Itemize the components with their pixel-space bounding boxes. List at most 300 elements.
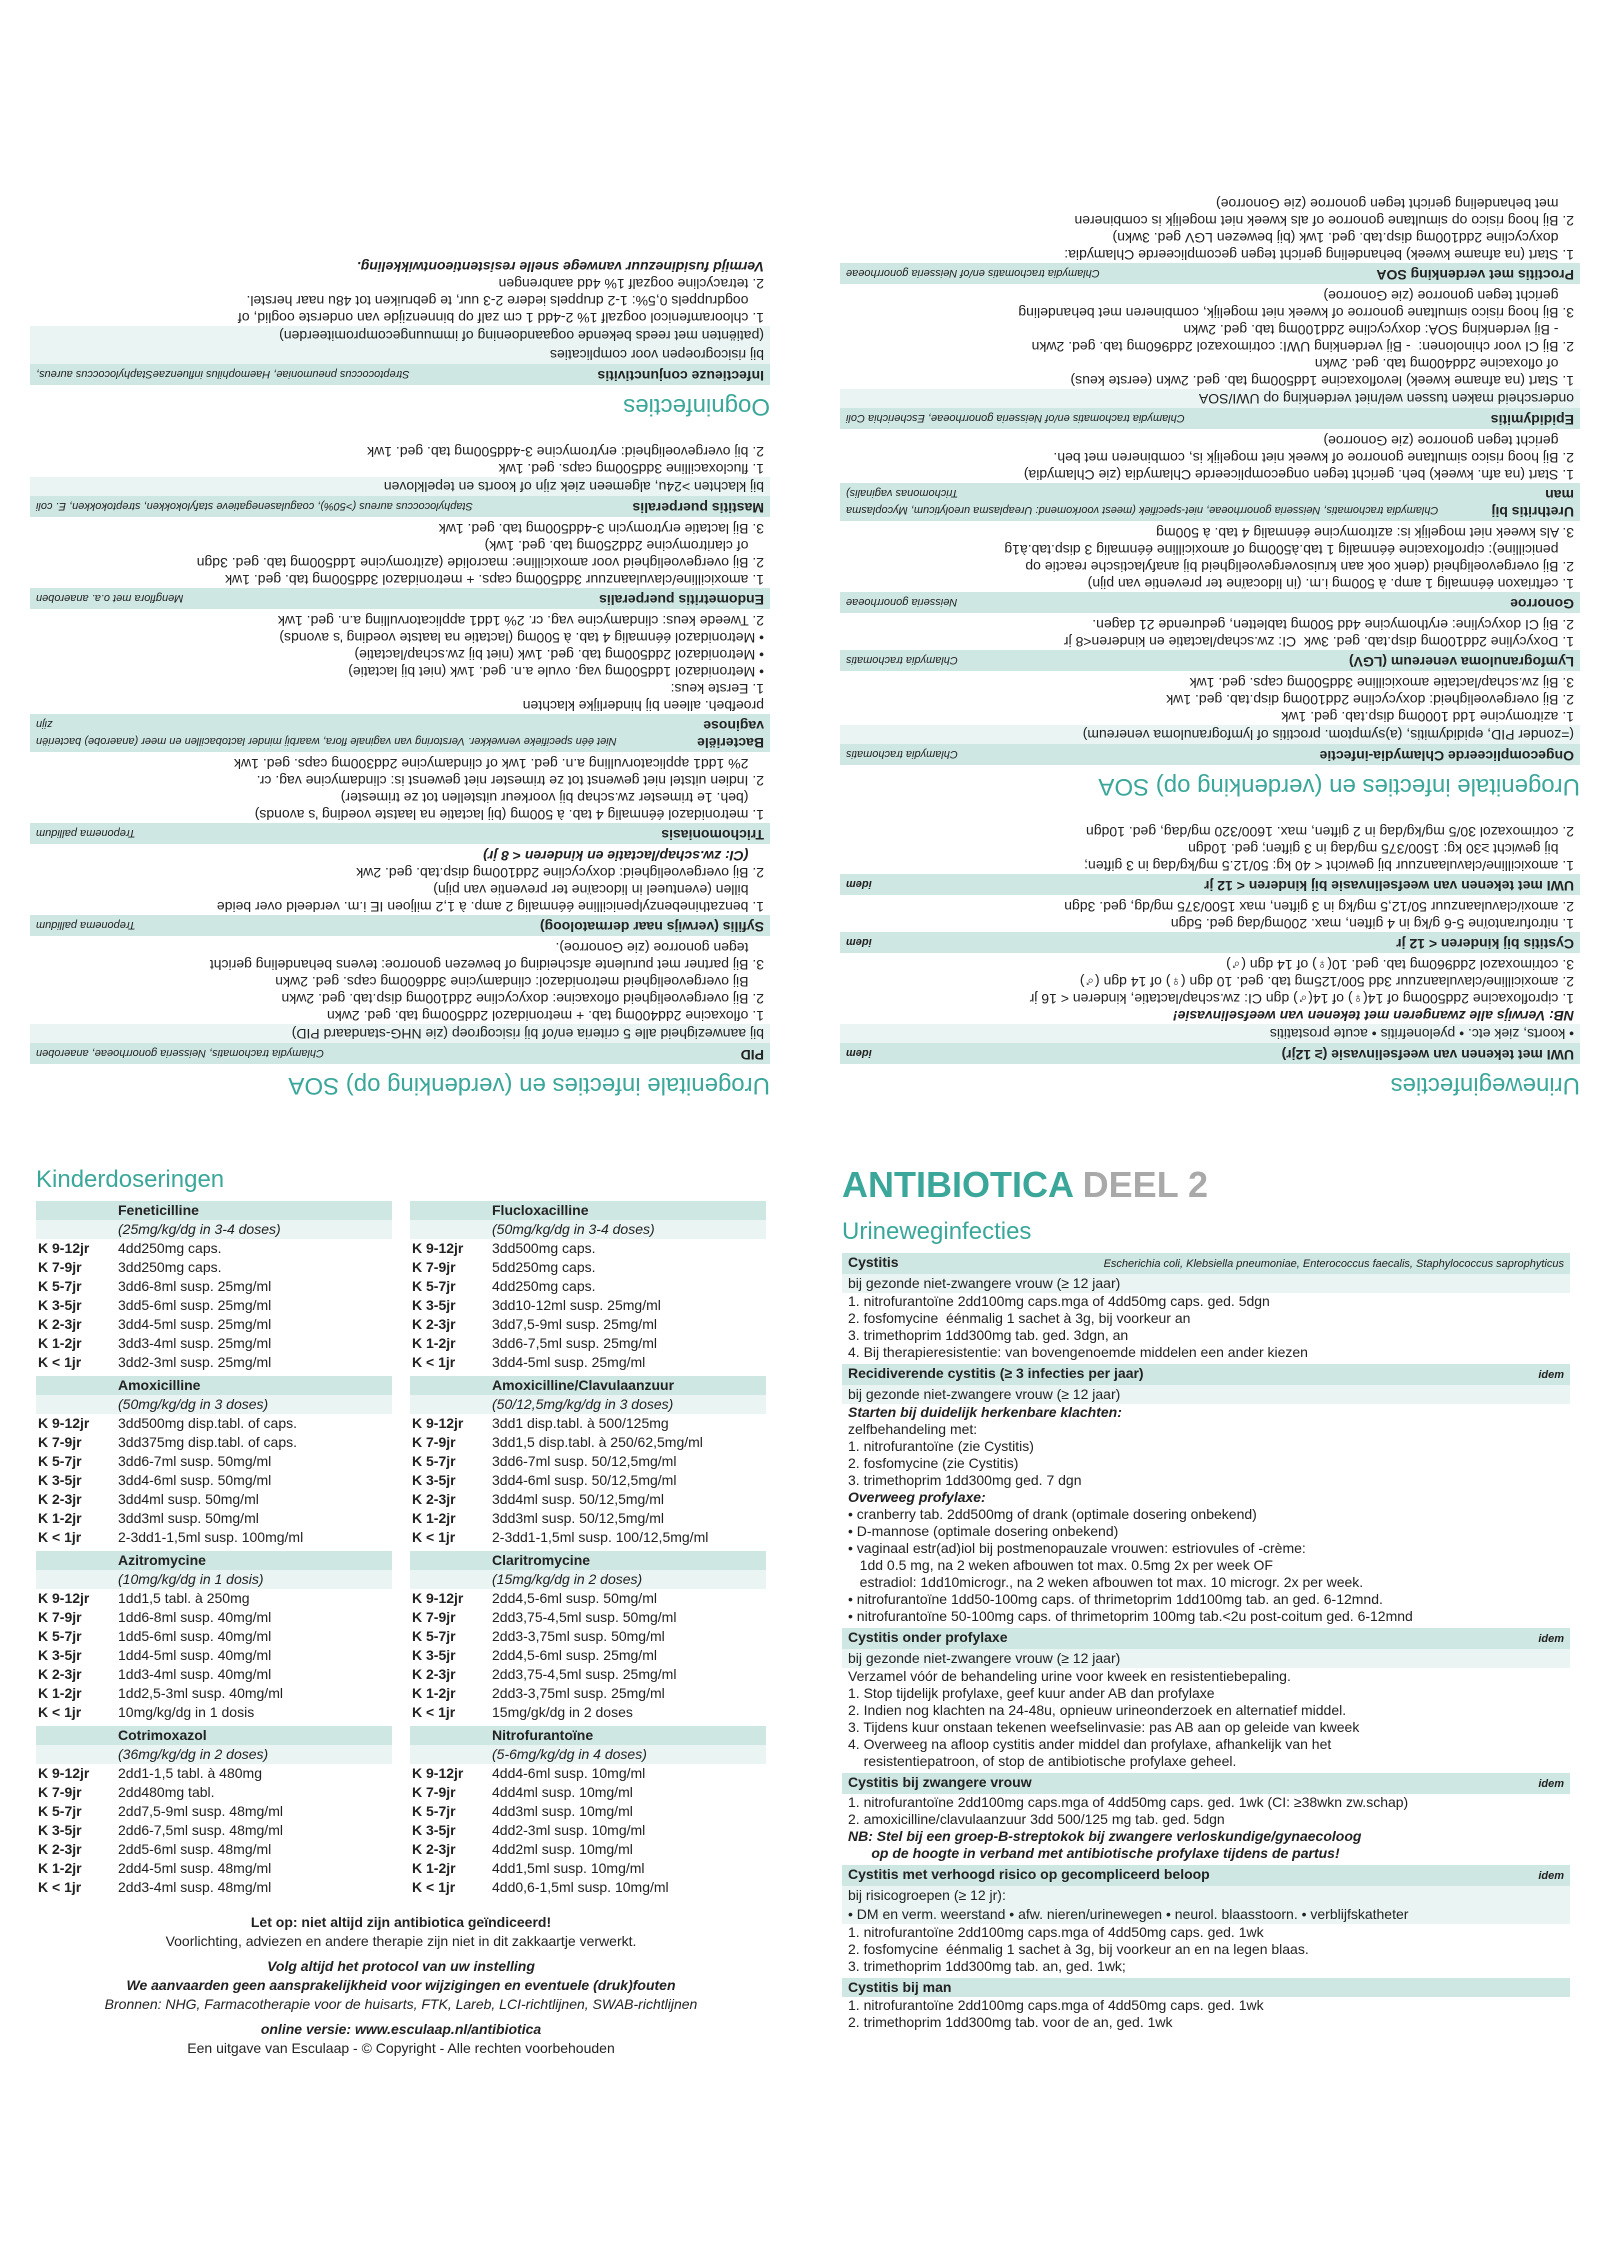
dose-value: 3dd4-5ml susp. 25mg/ml	[118, 1316, 272, 1332]
section-label: Ongecompliceerde Chlamydia-infectie	[1319, 748, 1574, 764]
section-header	[842, 1865, 1570, 1886]
age-label: K 5-7jr	[412, 1453, 456, 1469]
age-label: K 5-7jr	[38, 1453, 82, 1469]
dose-value: 4dd4ml susp. 10mg/ml	[492, 1784, 633, 1800]
text-line: 2. Bij overgevoeligheid ofloxacine: doxycycline 2dd100mg disp.tab. ged. 2wkn	[281, 991, 764, 1007]
footer-warning: Let op: niet altijd zijn antibiotica geïndiceerd!	[250, 1914, 552, 1930]
drug-name: Amoxicilline	[36, 1376, 392, 1395]
top-right-heading: Urineweginfecties	[1390, 1072, 1580, 1099]
dose-value: 3dd4ml susp. 50/12,5mg/ml	[492, 1491, 664, 1507]
section-label: Cystitis bij man	[848, 1979, 952, 1995]
dosing-row	[36, 1315, 392, 1334]
section-label: Gonorroe	[1510, 596, 1574, 612]
text-line: 2. Bij overgevoeligheid voor amoxicilline: macrolide (azitromycine 1dd500mg tab. ged. 3dgn	[196, 555, 764, 571]
section-header	[842, 1364, 1570, 1385]
age-label: K 7-9jr	[412, 1609, 456, 1625]
dosing-row	[410, 1608, 766, 1627]
text-line: 2. trimethoprim 1dd300mg tab. voor de an, ged. 1wk	[848, 2014, 1173, 2030]
text-line: • nitrofurantoïne 1dd50-100mg caps. of thrimetoprim 1dd100mg tab. an ged. 6-12mnd.	[848, 1591, 1383, 1607]
dosing-row	[410, 1764, 766, 1783]
drug-name: Cotrimoxazol	[36, 1726, 392, 1745]
text-line: 4. Overweeg na afloop cystitis ander middel dan profylaxe, afhankelijk van het	[848, 1736, 1332, 1752]
kinder-heading: Kinderdoseringen	[36, 1166, 225, 1193]
text-line: 2. Bij hoog risico simultane gonorroe of kweek niet mogelijk is, combineren met beh.	[1053, 450, 1574, 466]
text-line: 2. Bij overgevoeligheid: doxycycline 2dd100mg disp.tab. ged. 2wk	[356, 865, 764, 881]
dosing-block	[36, 1726, 392, 1897]
dose-value: 3dd3ml susp. 50mg/ml	[118, 1510, 259, 1526]
text-line: doxycycline 2dd100mg disp.tab. ged. 1wk (bij bewezen LGV ged. 3wkn)	[1112, 230, 1574, 246]
idem-note: idem	[1538, 1870, 1564, 1882]
text-line: 3. trimethoprim 1dd300mg tab. ged. 3dgn, an	[848, 1327, 1129, 1343]
subheader-line: (=zonder PID, epididymitis, (a)symptom. proctitis of lymfogranuloma venereum)	[840, 725, 1580, 744]
dose-value: 5dd250mg caps.	[492, 1259, 596, 1275]
section-header	[842, 1978, 1570, 1997]
uri-panel	[842, 1165, 1570, 2031]
dose-value: 4dd0,6-1,5ml susp. 10mg/ml	[492, 1879, 669, 1895]
age-label: K 3-5jr	[412, 1297, 456, 1313]
text-line: 3. trimethoprim 1dd300mg ged. 7 dgn	[848, 1472, 1082, 1488]
dose-value: 1dd1,5 tabl. à 250mg	[118, 1590, 250, 1606]
age-label: K 9-12jr	[412, 1240, 464, 1256]
text-line: • cranberry tab. 2dd500mg of drank (optimale dosering onbekend)	[848, 1506, 1257, 1522]
idem-note: idem	[1538, 1633, 1564, 1645]
age-label: K 1-2jr	[38, 1335, 82, 1351]
dose-value: 1dd6-8ml susp. 40mg/ml	[118, 1609, 272, 1625]
age-label: K 3-5jr	[38, 1297, 82, 1313]
age-label: K < 1jr	[38, 1879, 82, 1895]
dosing-row	[410, 1703, 766, 1722]
text-line: gericht tegen gonorroe (zie Gonorroe)	[1323, 433, 1574, 449]
age-label: K < 1jr	[412, 1354, 456, 1370]
idem-note: idem	[846, 1047, 872, 1059]
section-title: Oogninfecties	[623, 393, 770, 420]
text-line: 2. Bij CI doxycyline: erythomycine 4dd 500mg tabletten, gedurende 21 dagen.	[1092, 617, 1574, 633]
section-header	[30, 714, 770, 752]
drug-dose: (5-6mg/kg/dg in 4 doses)	[410, 1745, 766, 1764]
age-label: K 1-2jr	[412, 1335, 456, 1351]
dosing-row	[36, 1296, 392, 1315]
dosing-row	[410, 1414, 766, 1433]
footer-publisher: Een uitgave van Esculaap - © Copyright - Alle rechten voorbehouden	[187, 2040, 615, 2056]
dose-value: 3dd6-8ml susp. 25mg/ml	[118, 1278, 272, 1294]
text-line: Starten bij duidelijk herkenbare klachten:	[848, 1404, 1122, 1420]
text-line: 2. Tweede keus: clindamycine vag. cr. 2% 1dd1 applicatorvulling a.n. ged. 1wk	[277, 613, 764, 629]
section-label: Syfilis (verwijs naar dermatoloog)	[539, 919, 764, 935]
dose-value: 4dd3ml susp. 10mg/ml	[492, 1803, 633, 1819]
dose-value: 3dd375mg disp.tabl. of caps.	[118, 1434, 298, 1450]
title-main: ANTIBIOTICA	[842, 1164, 1073, 1205]
dosing-row	[410, 1665, 766, 1684]
age-label: K < 1jr	[412, 1704, 456, 1720]
text-line: 3. cotrimoxazol 2dd960mg tab. ged. 10(♀) of 14 dgn (♂)	[1226, 957, 1574, 973]
dose-value: 3dd4-6ml susp. 50/12,5mg/ml	[492, 1472, 677, 1488]
dosing-row	[410, 1452, 766, 1471]
dose-value: 2dd3-3,75ml susp. 25mg/ml	[492, 1685, 665, 1701]
dose-value: 2dd4-5ml susp. 48mg/ml	[118, 1860, 272, 1876]
idem-note: idem	[846, 878, 872, 890]
age-label: K 5-7jr	[412, 1278, 456, 1294]
dose-value: 3dd6-7ml susp. 50mg/ml	[118, 1453, 272, 1469]
age-label: K 5-7jr	[38, 1278, 82, 1294]
organisms: Chlamydia trachomatis	[846, 748, 958, 760]
title-sub: DEEL 2	[1082, 1164, 1209, 1205]
age-label: K 2-3jr	[412, 1316, 456, 1332]
age-label: K < 1jr	[38, 1529, 82, 1545]
text-line: 3. Tijdens kuur onstaan tekenen weefselinvasie: pas AB aan op geleide van kweek	[848, 1719, 1360, 1735]
text-line: 2. Bij CI voor chinolonen: - Bij verdenking UWI: cotrimoxazol 2dd960mg tab. ged. 2wkn	[1031, 339, 1574, 355]
footer-sources: Bronnen: NHG, Farmacotherapie voor de huisarts, FTK, Lareb, LCI-richtlijnen, SWAB-richtlijnen	[104, 1996, 698, 2012]
section-title: Urogenitale infecties en (verdenking op) SOA	[1098, 773, 1580, 800]
age-label: K 7-9jr	[412, 1259, 456, 1275]
dosing-row	[410, 1878, 766, 1897]
dosing-row	[36, 1452, 392, 1471]
section-header	[840, 263, 1580, 284]
section-header	[840, 650, 1580, 671]
dose-value: 4dd250mg caps.	[492, 1278, 596, 1294]
text-line: 1. Doxycyline 2dd100mg disp.tab. ged. 3wk CI: zw.schap/lactatie en kinderen<8 jr	[1063, 634, 1574, 650]
age-label: K 9-12jr	[412, 1415, 464, 1431]
dosing-row	[410, 1334, 766, 1353]
age-label: K 9-12jr	[38, 1590, 90, 1606]
age-label: K 9-12jr	[38, 1415, 90, 1431]
text-line: 1. amoxicilline/clavulaanzuur bij gewicht < 40 kg: 50/12.5 mg/kg/dag in 3 giften;	[1084, 858, 1574, 874]
age-label: K 3-5jr	[38, 1822, 82, 1838]
dosing-row	[410, 1646, 766, 1665]
dosing-row	[36, 1334, 392, 1353]
text-line: zelfbehandeling met:	[848, 1421, 978, 1437]
age-label: K 9-12jr	[412, 1765, 464, 1781]
text-line: gericht tegen gonorroe (zie Gonorroe)	[1323, 288, 1574, 304]
age-label: K 7-9jr	[38, 1784, 82, 1800]
text-line: 2. Bij overgevoeligheid: doxycycline 2dd100mg disp.tab. ged. 1wk	[1166, 692, 1574, 708]
footer-protocol: Volg altijd het protocol van uw instelling	[267, 1958, 535, 1974]
text-line: Bij overgevoeligheid metronidazol: clindamycine 3dd600mg caps. ged. 2wkn	[275, 974, 764, 990]
dosing-row	[36, 1878, 392, 1897]
section-label: Bacteriële vaginose	[697, 718, 764, 751]
dose-value: 3dd500mg caps.	[492, 1240, 596, 1256]
text-line: 4. Bij therapieresistentie: van bovengenoemde middelen een ander kiezen	[848, 1344, 1308, 1360]
dose-value: 2dd3,75-4,5ml susp. 50mg/ml	[492, 1609, 677, 1625]
text-line: 1. Start (na afname kweek) behandeling gericht tegen gecompliceerde Chlamydia:	[1064, 247, 1574, 263]
text-line: 2. cotrimoxazol 30/5 mg/kg/dag in 2 giften, max. 1600/320 mg/dag, ged. 10dgn	[1086, 824, 1574, 840]
dose-value: 4dd4-6ml susp. 10mg/ml	[492, 1765, 646, 1781]
text-line: 3. Bij partner met purulente afscheiding of bewezen gonorroe: tevens behandeling gericht	[209, 957, 764, 973]
text-line: 2. Bij hoog risico op simultane gonorroe of als kweek niet mogelijk is combineren	[1074, 213, 1574, 229]
section-header	[840, 408, 1580, 429]
dose-value: 2dd4,5-6ml susp. 25mg/ml	[492, 1647, 657, 1663]
text-line: met behandeling gericht tegen gonorroe (zie Gonorroe)	[1216, 196, 1574, 212]
dosing-row	[36, 1277, 392, 1296]
dose-value: 4dd250mg caps.	[118, 1240, 222, 1256]
dose-value: 3dd6-7ml susp. 50/12,5mg/ml	[492, 1453, 677, 1469]
age-label: K 7-9jr	[38, 1259, 82, 1275]
dosing-row	[36, 1840, 392, 1859]
section-header	[30, 496, 770, 517]
age-label: K 9-12jr	[412, 1590, 464, 1606]
age-label: K 2-3jr	[412, 1666, 456, 1682]
section-header	[30, 915, 770, 936]
dosing-row	[36, 1528, 392, 1547]
dosing-row	[410, 1239, 766, 1258]
section-label: Lymfogranuloma venereum (LGV)	[1348, 654, 1574, 670]
text-line: 2. amoxi/clavulaanzuur 50/12,5 mg/kg in 3 giften, max 1500/375 mg/dg, ged. 3dgn	[1064, 899, 1574, 915]
drug-dose: (50mg/kg/dg in 3 doses)	[36, 1395, 392, 1414]
drug-dose: (10mg/kg/dg in 1 dosis)	[36, 1570, 392, 1589]
drug-dose: (15mg/kg/dg in 2 doses)	[410, 1570, 766, 1589]
footer	[36, 1913, 766, 2058]
dosing-row	[36, 1258, 392, 1277]
organisms: Neisseria gonorrhoeae	[846, 596, 958, 608]
subheader-line: bij gezonde niet-zwangere vrouw (≥ 12 jaar)	[842, 1274, 1570, 1293]
dosing-row	[410, 1277, 766, 1296]
uri-heading: Urineweginfecties	[842, 1218, 1032, 1245]
text-line: 1. Start (na afn. kweek) beh. gericht tegen ongecompliceerde Chlamydia (zie Chlamydia)	[1023, 467, 1574, 483]
text-line: 2. Indien uitstel niet gewenst tot ze trimester niet gewenst is: clindamycine vag. cr.	[256, 773, 764, 789]
age-label: K 5-7jr	[38, 1803, 82, 1819]
organisms: Staphylococcus aureus (>50%), coagulasenegatieve stafylokokken, streptokokken, E. coli	[36, 500, 473, 512]
section-label: Recidiverende cystitis (≥ 3 infecties per jaar)	[848, 1365, 1144, 1381]
dosing-block	[410, 1376, 766, 1547]
dosing-block	[36, 1376, 392, 1547]
section-header	[30, 1043, 770, 1064]
age-label: K < 1jr	[38, 1354, 82, 1370]
dose-value: 3dd2-3ml susp. 25mg/ml	[118, 1354, 272, 1370]
age-label: K 7-9jr	[412, 1434, 456, 1450]
section-label: Cystitis bij zwangere vrouw	[848, 1774, 1032, 1790]
text-line: billen (eventueel in lidocaïne ter preventie van pijn)	[433, 882, 764, 898]
kinder-panel	[36, 1165, 766, 2058]
uri-content	[842, 1253, 1570, 2031]
text-line: - Bij verdenking SOA: doxycycline 2dd100mg tab. ged. 2wkn	[1183, 322, 1574, 338]
dose-value: 1dd2,5-3ml susp. 40mg/ml	[118, 1685, 283, 1701]
kinder-grid	[36, 1201, 766, 1901]
dosing-row	[410, 1528, 766, 1547]
text-line: 2. bij overgevoeligheid: erytromycine 3-4dd500mg tab. ged. 1wk	[367, 444, 764, 460]
dose-value: 4dd2ml susp. 10mg/ml	[492, 1841, 633, 1857]
age-label: K 1-2jr	[412, 1510, 456, 1526]
organisms: Streptococcus pneumoniae, Haemophilus influenzaeStaphylococcus aureus,	[36, 368, 410, 380]
dose-value: 2dd4,5-6ml susp. 50mg/ml	[492, 1590, 657, 1606]
section-header	[840, 744, 1580, 765]
text-line: 2. Bij overgevoeligheid (denk ook aan kruisovergevoeligheid bij anafylactische reactie op	[1025, 559, 1574, 575]
age-label: K 2-3jr	[412, 1841, 456, 1857]
subheader-line: bij klachten >24u, algemeen ziek zijn of koorts en tepelkloven	[30, 477, 770, 496]
dosing-row	[36, 1627, 392, 1646]
organisms: Escherichia coli, Klebsiella pneumoniae, Enterococcus faecalis, Staphylococcus saprophyticus	[1103, 1258, 1564, 1270]
text-line: 2. fosfomycine (zie Cystitis)	[848, 1455, 1019, 1471]
text-line: (CI: zw.schap/lactatie en kinderen < 8 jr)	[483, 848, 764, 864]
dosing-row	[410, 1315, 766, 1334]
text-line: NB: Stel bij een groep-B-streptokok bij zwangere verloskundige/gynaecoloog	[848, 1828, 1362, 1844]
text-line: 1. chlooramfenicol oogzalf 1% 2-4dd 1 cm zalf op binnenzijde van onderste ooglid, of	[237, 310, 764, 326]
section-label: Cystitis	[848, 1254, 899, 1270]
age-label: K 5-7jr	[412, 1628, 456, 1644]
text-line: oogdruppels 0,5%: 1-2 druppels iedere 2-3 uur, te gebruiken tot 48u naar herstel.	[246, 293, 764, 309]
dose-value: 3dd4-5ml susp. 25mg/ml	[492, 1354, 646, 1370]
dose-value: 3dd5-6ml susp. 25mg/ml	[118, 1297, 272, 1313]
dose-value: 1dd3-4ml susp. 40mg/ml	[118, 1666, 272, 1682]
section-label: Trichomoniasis	[661, 827, 764, 843]
dosing-row	[410, 1859, 766, 1878]
dose-value: 15mg/gk/dg in 2 doses	[492, 1704, 633, 1720]
dosing-row	[36, 1608, 392, 1627]
organisms: Chlamydia trachomatis en/of Neisseria gonorrhoeae	[846, 267, 1100, 279]
section-label: PID	[740, 1047, 764, 1063]
organisms: Niet één specifieke verwekker. Verstoring van vaginale flora, waarbij minder lactobacillen en meer (anaerobe) bacteriën zijn	[36, 718, 617, 747]
age-label: K < 1jr	[412, 1529, 456, 1545]
text-line: penicilline): ciprofloxacine éénmalig 1 tab.à500mg of amoxicilline éénmalig 3 disp.tab.à1g	[1004, 542, 1574, 558]
dose-value: 3dd3-4ml susp. 25mg/ml	[118, 1335, 272, 1351]
dosing-row	[410, 1353, 766, 1372]
section-label: Urethritis bij man	[1491, 487, 1574, 520]
drug-name: Azitromycine	[36, 1551, 392, 1570]
text-line: 3. Als kweek niet mogelijk is: azitromycine éénmalig 4 tab. à 500mg	[1156, 525, 1574, 541]
age-label: K 3-5jr	[38, 1647, 82, 1663]
age-label: K 7-9jr	[38, 1609, 82, 1625]
top-left-content	[30, 258, 770, 1064]
text-line: estradiol: 1dd10microgr., na 2 weken afbouwen tot max. 10 microgr. 2x per week.	[848, 1574, 1364, 1590]
age-label: K 9-12jr	[38, 1240, 90, 1256]
section-label: UWI met tekenen van weefselinvasie bij kinderen < 12 jr	[1204, 878, 1574, 894]
footer-info: Voorlichting, adviezen en andere therapie zijn niet in dit zakkaartje verwerkt.	[165, 1933, 637, 1949]
dosing-row	[410, 1783, 766, 1802]
subheader-line: • DM en verm. weerstand • afw. nieren/urinewegen • neurol. blaasstoorn. • verblijfskatheter	[842, 1905, 1570, 1924]
drug-dose: (25mg/kg/dg in 3-4 doses)	[36, 1220, 392, 1239]
subheader-line: bij gezonde niet-zwangere vrouw (≥ 12 jaar)	[842, 1649, 1570, 1668]
drug-name: Claritromycine	[410, 1551, 766, 1570]
organisms: Treponema pallidum	[36, 827, 136, 839]
dosing-row	[410, 1821, 766, 1840]
text-line: 1. benzathinebenzylpenicilline éénmalig 2 amp. à 1,2 miljoen IE i.m. verdeeld over beide	[216, 899, 764, 915]
age-label: K 1-2jr	[412, 1685, 456, 1701]
age-label: K 1-2jr	[38, 1860, 82, 1876]
dosing-block	[36, 1551, 392, 1722]
section-header	[840, 1043, 1580, 1064]
dosing-row	[410, 1258, 766, 1277]
drug-dose: (50/12,5mg/kg/dg in 3 doses)	[410, 1395, 766, 1414]
organisms: Chlamydia trachomatis	[846, 654, 958, 666]
subheader-line: bij aanwezigheid alle 5 criteria en/of bij risicogroep (zie NHG-standaard PID)	[30, 1024, 770, 1043]
age-label: K 5-7jr	[38, 1628, 82, 1644]
dose-value: 10mg/kg/dg in 1 dosis	[118, 1704, 255, 1720]
text-line: 1. nitrofurantoïne (zie Cystitis)	[848, 1438, 1034, 1454]
text-line: Vermijd fusidinezuur vanwege snelle resistentieontwikkeling.	[356, 259, 764, 275]
text-line: NB: Verwijs alle zwangeren met tekenen van weefselinvasie!	[1173, 1008, 1574, 1024]
age-label: K 1-2jr	[38, 1510, 82, 1526]
dose-value: 3dd500mg disp.tabl. of caps.	[118, 1415, 298, 1431]
age-label: K 1-2jr	[412, 1860, 456, 1876]
age-label: K 3-5jr	[412, 1822, 456, 1838]
dosing-row	[36, 1471, 392, 1490]
subheader-line: bij gezonde niet-zwangere vrouw (≥ 12 jaar)	[842, 1385, 1570, 1404]
dose-value: 2dd480mg tabl.	[118, 1784, 215, 1800]
text-line: 2. amoxicilline/clavulaanzuur 3dd 500/125mg tab. ged. 10 dgn (♀) of 14 dgn (♂)	[1079, 974, 1574, 990]
text-line: Overweeg profylaxe:	[848, 1489, 986, 1505]
footer-disclaimer: We aanvaarden geen aansprakelijkheid voor wijzigingen en eventuele (druk)fouten	[126, 1977, 676, 1993]
dose-value: 3dd1,5 disp.tabl. à 250/62,5mg/ml	[492, 1434, 703, 1450]
dosing-row	[410, 1433, 766, 1452]
section-header	[30, 588, 770, 609]
dosing-row	[36, 1509, 392, 1528]
organisms: Treponema pallidum	[36, 919, 136, 931]
text-line: 3. Bij lactatie erytromycin 3-4dd500mg tab. ged. 1wk	[438, 521, 764, 537]
dosing-block	[410, 1726, 766, 1897]
text-line: • D-mannose (optimale dosering onbekend)	[848, 1523, 1119, 1539]
footer-online[interactable]: online versie: www.esculaap.nl/antibiotica	[260, 2021, 542, 2037]
text-line: • Metronidazol 1dd500mg vag. ovule a.n. ged. 1wk (niet bij lactatie)	[348, 664, 764, 680]
text-line: 1. nitrofurantoïne 2dd100mg caps.mga of 4dd50mg caps. ged. 1wk (CI: ≥38wkn zw.schap)	[848, 1794, 1409, 1810]
drug-name: Nitrofurantoïne	[410, 1726, 766, 1745]
section-header	[842, 1628, 1570, 1649]
dosing-row	[410, 1471, 766, 1490]
dose-value: 2dd5-6ml susp. 48mg/ml	[118, 1841, 272, 1857]
section-header	[840, 932, 1580, 953]
text-line: 3. trimethoprim 1dd300mg tab. an, ged. 1wk;	[848, 1958, 1126, 1974]
subheader-line: (patiënten met reeds bekende oogaandoening of immuungecompromiteerden)	[30, 326, 770, 345]
text-line: 2. tetracycline oogzalf 1% 4dd aanbrengen	[498, 276, 764, 292]
text-line: op de hoogte in verband met antibiotische profylaxe tijdens de partus!	[848, 1845, 1340, 1861]
text-line: • nitrofurantoïne 50-100mg caps. of thrimetoprim 100mg tab.<2u post-coitum ged. 6-12mnd	[848, 1608, 1413, 1624]
text-line: 2. amoxicilline/clavulaanzuur 3dd 500/125 mg tab. ged. 5dgn	[848, 1811, 1225, 1827]
section-header	[30, 364, 770, 385]
age-label: K 3-5jr	[412, 1647, 456, 1663]
dose-value: 3dd10-12ml susp. 25mg/ml	[492, 1297, 661, 1313]
dosing-row	[36, 1433, 392, 1452]
text-line: 2. fosfomycine éénmalig 1 sachet à 3g, bij voorkeur an	[848, 1310, 1191, 1326]
text-line: 1. nitrofurantoïne 2dd100mg caps.mga of 4dd50mg caps. ged. 1wk	[848, 1997, 1264, 2013]
subheader-line: onderscheid maken tussen wel/niet verdenking op UWI/SOA	[840, 389, 1580, 408]
age-label: K 3-5jr	[38, 1472, 82, 1488]
dosing-row	[36, 1764, 392, 1783]
dose-value: 2dd6-7,5ml susp. 48mg/ml	[118, 1822, 283, 1838]
section-header	[840, 874, 1580, 895]
dosing-row	[410, 1627, 766, 1646]
section-label: Endometritis puerperalis	[599, 592, 764, 608]
dosing-block	[410, 1551, 766, 1722]
dose-value: 2dd3-3,75ml susp. 50mg/ml	[492, 1628, 665, 1644]
drug-name: Amoxicilline/Clavulaanzuur	[410, 1376, 766, 1395]
subheader-line: bij risicogroepen voor complicaties	[30, 345, 770, 364]
age-label: K < 1jr	[412, 1879, 456, 1895]
section-label: Epididymitis	[1490, 412, 1574, 428]
dose-value: 3dd4ml susp. 50mg/ml	[118, 1491, 259, 1507]
age-label: K 9-12jr	[38, 1765, 90, 1781]
dosing-block	[410, 1201, 766, 1372]
age-label: K 2-3jr	[412, 1491, 456, 1507]
dosing-row	[410, 1509, 766, 1528]
text-line: 1. ofloxacine 2dd400mg tab. + metronidazol 2dd500mg tab. ged. 2wkn	[326, 1008, 764, 1024]
text-line: 1. flucloxacilline 3dd500mg caps. ged. 1wk	[498, 461, 764, 477]
dosing-row	[36, 1703, 392, 1722]
dose-value: 3dd4-6ml susp. 50mg/ml	[118, 1472, 272, 1488]
subheader-line: bij risicogroepen (≥ 12 jr):	[842, 1886, 1570, 1905]
text-line: 2. Indien nog klachten na 24-48u, opnieuw urineonderzoek en alternatief middel.	[848, 1702, 1347, 1718]
dosing-row	[36, 1802, 392, 1821]
text-line: 3. Bij zw.schap/lactatie amoxicilline 3dd500mg caps. ged. 1wk	[1189, 675, 1574, 691]
age-label: K 1-2jr	[38, 1685, 82, 1701]
text-line: (beh. 1e trimester zw.schap bij voorkeur uitstellen tot ze trimester)	[340, 790, 764, 806]
organisms: Chlamydia trachomatis en/of Neisseria gonorrhoeae, Escherichia Coli	[846, 412, 1185, 424]
organisms: Chlamydia trachomatis, Neisseria gonorrhoeae, niet-specifiek (meest voorkomend: Ureaplasma ureolyticum, Mycoplasma Trichomonas vaginalis)	[846, 487, 1439, 516]
subheader-line: • koorts, ziek etc. • pyelonefritis • acute prostatitis	[840, 1024, 1580, 1043]
dosing-row	[410, 1802, 766, 1821]
dose-value: 1dd5-6ml susp. 40mg/ml	[118, 1628, 272, 1644]
dosing-row	[36, 1239, 392, 1258]
top-left-heading: Urogenitale infecties en (verdenking op) SOA	[288, 1072, 770, 1099]
dosing-row	[36, 1490, 392, 1509]
dose-value: 2dd1-1,5 tabl. à 480mg	[118, 1765, 262, 1781]
dosing-row	[36, 1665, 392, 1684]
